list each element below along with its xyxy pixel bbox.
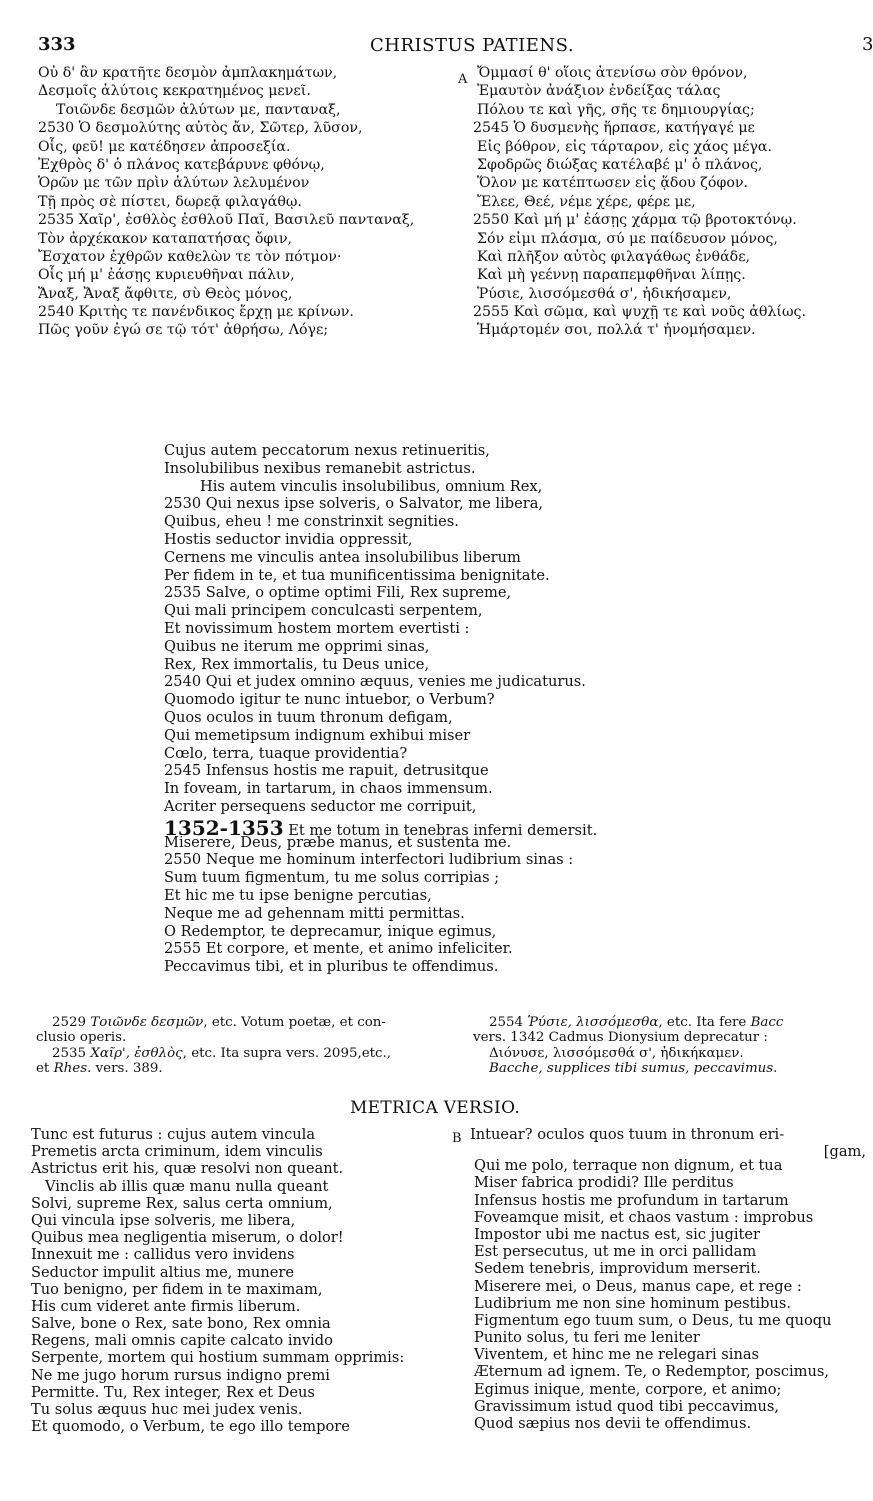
footnote-line: [473, 1047, 783, 1062]
latin-verse-line: 2555 Et corpore, et mente, et animo infeliciter.: [164, 940, 513, 958]
greek-text-right-column: [473, 66, 806, 342]
greek-verse-line: Ἔλεε, Θεέ, νέμε χέρε, φέρε με,: [477, 193, 696, 210]
footnote-line: [36, 1016, 391, 1031]
greek-verse-line: Πόλου τε καὶ γῆς, σῆς τε δημιουργίας;: [477, 101, 755, 118]
greek-verse-line: Ἔσχατον ἐχθρῶν καθελὼν τε τὸν πότμον·: [38, 248, 342, 265]
latin-verse-line: 2545 Infensus hostis me rapuit, detrusitque: [164, 762, 489, 780]
greek-verse-line: 2550 Καὶ μή μ' ἐάσῃς χάρμα τῷ βροτοκτόνῳ.: [473, 212, 797, 229]
greek-verse-line: 2545 Ὁ δυσμενὴς ἥρπασε, κατήγαγέ με: [473, 120, 755, 137]
metrica-verse-line: Viventem, et hinc me ne relegari sinas: [474, 1346, 760, 1364]
greek-verse-line: Τοιῶνδε δεσμῶν ἀλύτων με, πανταναξ,: [56, 101, 341, 118]
greek-verse-line: Ἐμαυτὸν ἀνάξιον ἐνδείξας τάλας: [477, 83, 721, 100]
metrica-verse-line: Tuo benigno, per fidem in te maximam,: [31, 1280, 323, 1298]
footnote-text: , etc. Ita fere: [658, 1015, 751, 1030]
metrica-verse-line: Serpente, mortem qui hostium summam opprimis:: [31, 1349, 405, 1367]
metrica-verse-line: Intuear? oculos quos tuum in thronum eri-: [470, 1126, 785, 1143]
greek-verse-line: Οἷς μή μ' ἐάσῃς κυριευθῆναι πάλιν,: [38, 267, 295, 284]
metrica-verse-line: Miserere mei, o Deus, manus cape, et rege :: [474, 1277, 802, 1295]
footnote-text: Διόνυσε, λισσόμεσθά σ', ἠδικήκαμεν.: [489, 1045, 744, 1061]
metrica-verse-line: Et quomodo, o Verbum, te ego illo tempore: [31, 1418, 350, 1436]
metrica-verse-line: Solvi, supreme Rex, salus certa omnium,: [31, 1194, 333, 1212]
latin-verse-line-with-column-marker: [164, 815, 598, 840]
greek-verse-line: Οἷς, φεῦ! με κατέδησεν ἀπροσεξία.: [38, 138, 291, 155]
greek-verse-line: Καὶ μὴ γεέννῃ παραπεμφθῆναι λίπῃς.: [477, 267, 746, 284]
footnote-text: 2529: [52, 1015, 91, 1030]
latin-verse-line: Neque me ad gehennam mitti permittas.: [164, 904, 465, 922]
footnote-lemma: Bacche, supplices tibi sumus, peccavimus.: [489, 1061, 778, 1077]
greek-verse-line: Ὄμμασί θ' οἵοις ἀτενίσω σὸν θρόνον,: [477, 65, 748, 81]
footnote-text: , etc. Ita supra vers. 2095,etc.,: [182, 1045, 392, 1061]
latin-translation: [164, 444, 597, 978]
latin-verse-line: Insolubilibus nexibus remanebit astrictus.: [164, 459, 476, 477]
latin-verse-line: Qui mali principem conculcasti serpentem,: [164, 602, 483, 620]
greek-verse-line: Τὸν ἀρχέκακον καταπατήσας ὄφιν,: [38, 230, 293, 247]
edge-mark: 3: [862, 34, 873, 55]
latin-verse-line: Quos oculos in tuum thronum defigam,: [164, 708, 453, 726]
footnote-lemma: Ῥύσιε, λισσόμεσθα: [527, 1015, 659, 1030]
footnote-text: vers. 389.: [91, 1061, 163, 1077]
metrica-versio-right-column: [470, 1128, 866, 1434]
metrica-verse-line: Qui vincula ipse solveris, me libera,: [31, 1211, 296, 1229]
metrica-verse-line: Ludibrium me non sine hominum pestibus.: [474, 1294, 791, 1312]
running-title: CHRISTUS PATIENS.: [370, 35, 575, 56]
footnote-line: [36, 1062, 391, 1077]
footnote-text: 2535: [52, 1045, 91, 1061]
footnote-lemma: Rhes.: [53, 1061, 92, 1077]
footnote-line: [36, 1031, 391, 1046]
metrica-verse-line: Est persecutus, ut me in orci pallidam: [474, 1243, 757, 1261]
greek-verse-line: Ὅλον με κατέπτωσεν εἰς ᾅδου ζόφον.: [477, 175, 748, 192]
metrica-verse-line: Salve, bone o Rex, sate bono, Rex omnia: [31, 1315, 331, 1333]
margin-letter-b: B: [452, 1131, 462, 1146]
metrica-verse-line: Qui me polo, terraque non dignum, et tua: [474, 1157, 783, 1175]
footnote-text: 2554: [489, 1015, 528, 1030]
latin-verse-line: Per fidem in te, et tua munificentissima benignitate.: [164, 566, 550, 584]
metrica-verse-line: Seductor impulit altius me, munere: [31, 1263, 294, 1281]
greek-verse-line: Εἰς βόθρον, εἰς τάρταρον, εἰς χάος μέγα.: [477, 138, 772, 155]
metrica-verse-line: Sedem tenebris, improvidum merserit.: [474, 1260, 761, 1278]
latin-verse-line: Peccavimus tibi, et in pluribus te offendimus.: [164, 958, 499, 976]
latin-verse-line: Qui memetipsum indignum exhibui miser: [164, 726, 471, 744]
latin-verse-line: Cujus autem peccatorum nexus retinueritis,: [164, 442, 490, 459]
greek-verse-line: 2530 Ὁ δεσμολύτης αὐτὸς ἄν, Σῶτερ, λῦσον,: [38, 120, 363, 137]
metrica-verse-line: Tu solus æquus huc mei judex venis.: [31, 1401, 303, 1418]
latin-verse-line: Et novissimum hostem mortem evertisti :: [164, 619, 470, 637]
footnote-lemma: Τοιῶνδε δεσμῶν: [90, 1015, 204, 1030]
metrica-verse-line: Gravissimum istud quod tibi peccavimus,: [474, 1397, 780, 1415]
metrica-verse-line: Permitte. Tu, Rex integer, Rex et Deus: [31, 1383, 315, 1401]
metrica-verse-line: Impostor ubi me nactus est, sic jugiter: [474, 1225, 760, 1243]
footnote-text: vers. 1342 Cadmus Dionysium deprecatur :: [473, 1030, 768, 1046]
greek-verse-line: 2535 Χαῖρ', ἐσθλὸς ἐσθλοῦ Παῖ, Βασιλεῦ πανταναξ,: [38, 212, 415, 229]
greek-verse-line: Ἐχθρὸς δ' ὁ πλάνος κατεβάρυνε φθόνῳ,: [38, 156, 325, 173]
latin-verse-line: His autem vinculis insolubilibus, omnium Rex,: [200, 477, 543, 495]
greek-verse-line: Τῇ πρὸς σὲ πίστει, δωρεᾷ φιλαγάθῳ.: [38, 193, 302, 210]
metrica-verse-line: Innexuit me : callidus vero invidens: [31, 1246, 295, 1264]
latin-verse-line: Et me totum in tenebras inferni demersit.: [283, 821, 598, 839]
column-marker: 1352-1353: [164, 815, 284, 840]
footnote-lemma: Χαῖρ', ἐσθλὸς: [90, 1045, 183, 1061]
metrica-verse-line: Regens, mali omnis capite calcato invido: [31, 1332, 333, 1350]
greek-verse-line: Ἡμάρτομέν σοι, πολλά τ' ἠνομήσαμεν.: [477, 322, 756, 339]
metrica-versio-left-column: [31, 1128, 404, 1437]
metrica-verse-line: Quod sæpius nos devii te offendimus.: [474, 1415, 752, 1432]
metrica-verse-line: Egimus inique, mente, corpore, et animo;: [474, 1380, 782, 1398]
latin-verse-line: 2530 Qui nexus ipse solveris, o Salvator, me libera,: [164, 495, 544, 513]
greek-verse-line: 2555 Καὶ σῶμα, καὶ ψυχῇ τε καὶ νοῦς ἀθλίως.: [473, 304, 806, 321]
page-number: 333: [38, 34, 76, 55]
metrica-verse-line: [gam,: [823, 1143, 866, 1161]
greek-text-left-column: [38, 66, 414, 342]
footnote-text: et: [36, 1061, 54, 1077]
footnote-line: [473, 1031, 783, 1046]
metrica-verse-line: Tunc est futurus : cujus autem vincula: [31, 1126, 316, 1143]
latin-verse-line: Acriter persequens seductor me corripuit,: [164, 797, 477, 815]
latin-verse-line: Sum tuum figmentum, tu me solus corripias ;: [164, 869, 500, 887]
metrica-verse-line: Astrictus erit his, quæ resolvi non queant.: [31, 1160, 344, 1178]
metrica-verse-line: Ne me jugo horum rursus indigno premi: [31, 1366, 330, 1384]
metrica-verse-line: Æternum ad ignem. Te, o Redemptor, poscimus,: [474, 1363, 830, 1381]
greek-verse-line: Ἄναξ, Ἄναξ ἄφθιτε, σὺ Θεὸς μόνος,: [38, 285, 293, 302]
latin-verse-line: Hostis seductor invidia oppressit,: [164, 530, 413, 548]
footnote-text: , etc. Votum poetæ, et con-: [203, 1015, 386, 1030]
greek-verse-line: Πῶς γοῦν ἐγώ σε τῷ τότ' ἀθρήσω, Λόγε;: [38, 322, 329, 339]
latin-verse-line: Rex, Rex immortalis, tu Deus unice,: [164, 655, 430, 673]
section-heading-metrica-versio: METRICA VERSIO.: [349, 1098, 521, 1118]
footnote-cut-word: Bacc: [750, 1015, 784, 1030]
metrica-verse-line: Quibus mea negligentia miserum, o dolor!: [31, 1229, 344, 1247]
latin-verse-line: 2540 Qui et judex omnino æquus, venies me judicaturus.: [164, 673, 586, 691]
metrica-verse-line: Figmentum ego tuum sum, o Deus, tu me quoqu: [474, 1311, 832, 1329]
footnotes-right: [473, 1016, 783, 1078]
footnote-line: [36, 1047, 391, 1062]
metrica-verse-line: Miser fabrica prodidi? Ille perditus: [474, 1174, 734, 1192]
latin-verse-line: Quomodo igitur te nunc intuebor, o Verbum?: [164, 691, 495, 709]
footnotes-left: [36, 1016, 391, 1078]
latin-verse-line: 2535 Salve, o optime optimi Fili, Rex supreme,: [164, 584, 512, 602]
metrica-verse-line: Infensus hostis me profundum in tartarum: [474, 1191, 789, 1209]
metrica-verse-line: His cum videret ante firmis liberum.: [31, 1297, 301, 1315]
metrica-verse-line: Punito solus, tu feri me leniter: [474, 1329, 700, 1347]
latin-verse-line: Cœlo, terra, tuaque providentia?: [164, 744, 408, 762]
latin-verse-line: 2550 Neque me hominum interfectori ludibrium sinas :: [164, 851, 574, 869]
greek-verse-line: Καὶ πλῆξον αὐτὸς φιλαγάθως ἐνθάδε,: [477, 248, 751, 265]
metrica-verse-line: Vinclis ab illis quæ manu nulla queant: [45, 1177, 329, 1195]
greek-verse-line: Δεσμοῖς ἀλύτοις κεκρατημένος μενεῖ.: [38, 83, 311, 100]
latin-verse-line: Et hic me tu ipse benigne percutias,: [164, 886, 432, 904]
footnote-text: clusio operis.: [36, 1030, 127, 1046]
latin-verse-line: O Redemptor, te deprecamur, inique egimus,: [164, 922, 497, 940]
latin-verse-line: Cernens me vinculis antea insolubilibus liberum: [164, 548, 521, 566]
latin-verse-line: In foveam, in tartarum, in chaos immensum.: [164, 780, 493, 798]
metrica-verse-line: Premetis arcta criminum, idem vinculis: [31, 1143, 323, 1161]
metrica-verse-line: Foveamque misit, et chaos vastum : improbus: [474, 1208, 814, 1226]
footnote-line: [473, 1016, 783, 1031]
greek-verse-line: Ῥύσιε, λισσόμεσθά σ', ἠδικήσαμεν,: [477, 285, 732, 302]
greek-verse-line: Οὐ δ' ἂν κρατῆτε δεσμὸν ἀμπλακημάτων,: [38, 65, 338, 81]
footnote-line: [473, 1062, 783, 1077]
latin-verse-line: Quibus, eheu ! me constrinxit segnities.: [164, 513, 459, 531]
greek-verse-line: Ὁρῶν με τῶν πρὶν ἀλύτων λελυμένον: [38, 175, 310, 192]
greek-verse-line: 2540 Κριτὴς τε πανένδικος ἔρχῃ με κρίνων.: [38, 304, 354, 321]
latin-verse-line: Miserere, Deus, præbe manus, et sustenta me.: [164, 833, 512, 851]
margin-letter-a: A: [458, 72, 468, 87]
latin-verse-line: Quibus ne iterum me opprimi sinas,: [164, 637, 430, 655]
greek-verse-line: Σφοδρῶς διώξας κατέλαβέ μ' ὁ πλάνος,: [477, 156, 763, 173]
greek-verse-line: Σόν εἰμι πλάσμα, σύ με παίδευσον μόνος,: [477, 230, 778, 247]
